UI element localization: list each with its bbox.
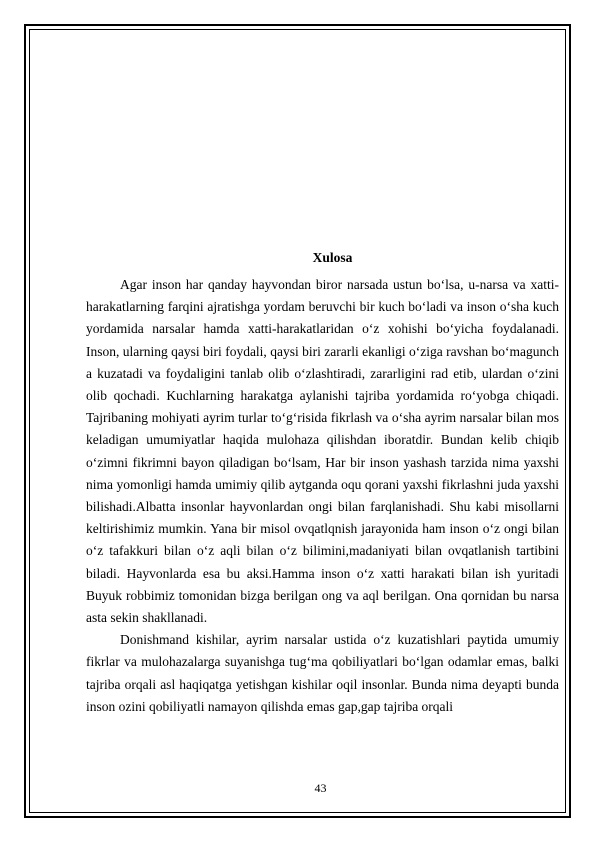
paragraph-1: Agar inson har qanday hayvondan biror narsada ustun bo‘lsa, u-narsa va xatti-harakatlarning farqini ajratishga yordam beruvchi bir kuch bo‘ladi va inson o‘sha kuch yordamida narsalar hamda xatti-harakatlaridan o‘z xohishi bo‘yicha foydalanadi. Inson, ularning qaysi biri foydali, qaysi biri zararli ekanligi o‘ziga ravshan bo‘magunch a kuzatadi va foydaligini tanlab olib o‘zlashtiradi, zararligini rad etib, ulardan o‘zini olib qochadi. Kuchlarning harakatga aylanishi tajriba yordamida ro‘yobga chiqadi. Tajribaning mohiyati ayrim turlar to‘g‘risida fikrlash va o‘sha ayrim narsalar bilan mos keladigan umumiyatlar haqida mulohaza qilishdan iboratdir. Bundan kelib chiqib o‘zimni fikrimni bayon qiladigan bo‘lsam, Har bir inson yashash tarzida nima yaxshi nima yomonligi hamda umimiy qilib aytganda oqu qorani yaxshi fikrlashni juda yaxshi bilishadi.Albatta insonlar hayvonlardan ongi bilan farqlanishadi. Shu kabi misollarni keltirishimiz mumkin. Yana bir misol ovqatlqnish jarayonida ham inson o‘z ongi bilan o‘z tafakkuri bilan o‘z aqli bilan o‘z bilimini,madaniyati bilan ovqatlanish tartibini biladi. Hayvonlarda esa bu aksi.Hamma inson o‘z xatti harakati bilan ish yuritadi Buyuk robbimiz tomonidan bizga berilgan ong va aql berilgan. Ona qornidan bu narsa asta sekin shakllanadi. bbox=[86, 277, 559, 626]
paragraph-2: Donishmand kishilar, ayrim narsalar ustida o‘z kuzatishlari paytida umumiy fikrlar va mulohazalarga suyanishga tug‘ma qobiliyatlari bo‘lgan odamlar emas, balki tajriba orqali asl haqiqatga yetishgan kishilar oqil insonlar. Bunda nima deyapti bunda inson ozini qobiliyatli namayon qilishda emas gap,gap tajriba orqali bbox=[86, 632, 559, 714]
body-text bbox=[86, 274, 559, 718]
section-title: Xulosa bbox=[312, 250, 353, 265]
page-number: 43 bbox=[314, 781, 327, 795]
